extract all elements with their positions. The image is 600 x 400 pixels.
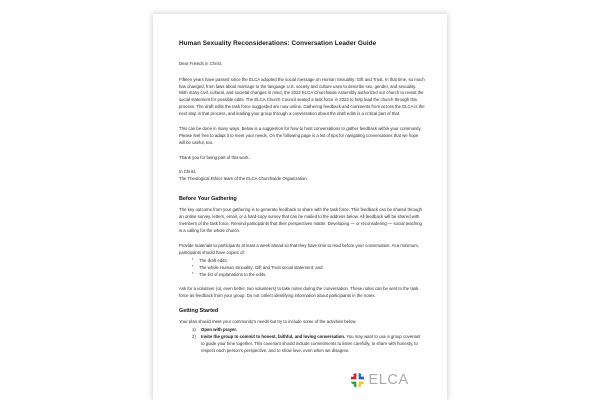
- elca-shield-icon: [349, 372, 366, 389]
- intro-paragraph-2: This can be done in many ways. Below is a suggestion for how to host conversations to gather feedback within your community. Please feel free to adapt it to meet your needs. On the following page is a list of tips for navigating conversations that we hope will be useful, too.: [179, 126, 422, 146]
- page-title: Human Sexuality Reconsiderations: Conversation Leader Guide: [179, 40, 377, 47]
- intro-paragraph-3: Thank you for being part of this work.: [179, 155, 250, 161]
- before-gathering-note-taker-paragraph: Ask for a volunteer (or, even better, two volunteers) to take notes during the conversation. These notes can be sent to the task force as feedback from your group. Do not collect identifying information about participants in the notes.: [179, 286, 419, 299]
- elca-logo: [349, 372, 409, 389]
- materials-bullet-list: [179, 258, 425, 279]
- list-item: [192, 334, 425, 355]
- document-page: [153, 14, 447, 400]
- intro-paragraph-1: Fifteen years have passed since the ELCA adopted the social message on Human Sexuality: Gift and Trust. In that time, so much has changed, from laws about marriage to the language U.S. society and culture uses to describe sex, gender, and sexuality. With many civil, cultural, and societal changes in mind, the 2022 ELCA Churchwide Assembly authorized our church to revisit the social statement for possible edits. The ELCA Church Council seated a task force in 2024 to help lead the church through this process. The draft edits the task force suggested are now online. Gathering feedback and comments from across the ELCA is the next step in that process, and leading your group through a conversation about the draft edits is a critical part of that.: [179, 76, 425, 117]
- list-item-lead-in: Invite the group to commit to honest, faithful, and loving conversation.: [201, 334, 346, 340]
- list-item: ▪ The whole Human Sexuality: Gift and Trust social statement; and: [192, 265, 425, 272]
- signature-line: The Theological Ethics team of the ELCA Churchwide Organization: [179, 175, 307, 181]
- list-item: [192, 327, 425, 334]
- before-gathering-paragraph-1: The key outcome from your gathering is to generate feedback to share with the task force. This feedback can be shared through an online survey, letters, email, or a hard-copy survey that can be mailed to the address below. All feedback will be shared with members of the task force. Remind participants that their perspectives matter. Developing — or reconsidering — social teaching is a calling for the whole church.: [179, 206, 423, 233]
- elca-wordmark: ELCA: [368, 372, 409, 389]
- list-item-lead-in: Open with prayer.: [201, 326, 238, 332]
- section-heading-before-your-gathering: Before Your Gathering: [179, 196, 237, 203]
- getting-started-intro: Your plan should meet your community’s needs but try to include some of the activities below.: [179, 318, 357, 324]
- before-gathering-paragraph-2: Provide materials to participants at least a week ahead so that they have time to read before your conversation. At a minimum, participants should have copies of:: [179, 242, 420, 255]
- list-item-text: You may want to use a group covenant to guide your time together. This covenant should include commitments to listen carefully, to share with honesty, to respect each person’s perspective, and to show love, even when we disagree.: [201, 334, 421, 354]
- salutation: Dear Friends in Christ,: [179, 61, 222, 67]
- list-item: ▪ The draft edits;: [192, 258, 425, 265]
- section-heading-getting-started: Getting Started: [179, 308, 219, 315]
- list-item: ▪ The list of explanations to the edits.: [192, 272, 425, 279]
- getting-started-numbered-list: [179, 327, 425, 355]
- valediction: In Christ,: [179, 169, 197, 175]
- closing-block: [179, 169, 425, 182]
